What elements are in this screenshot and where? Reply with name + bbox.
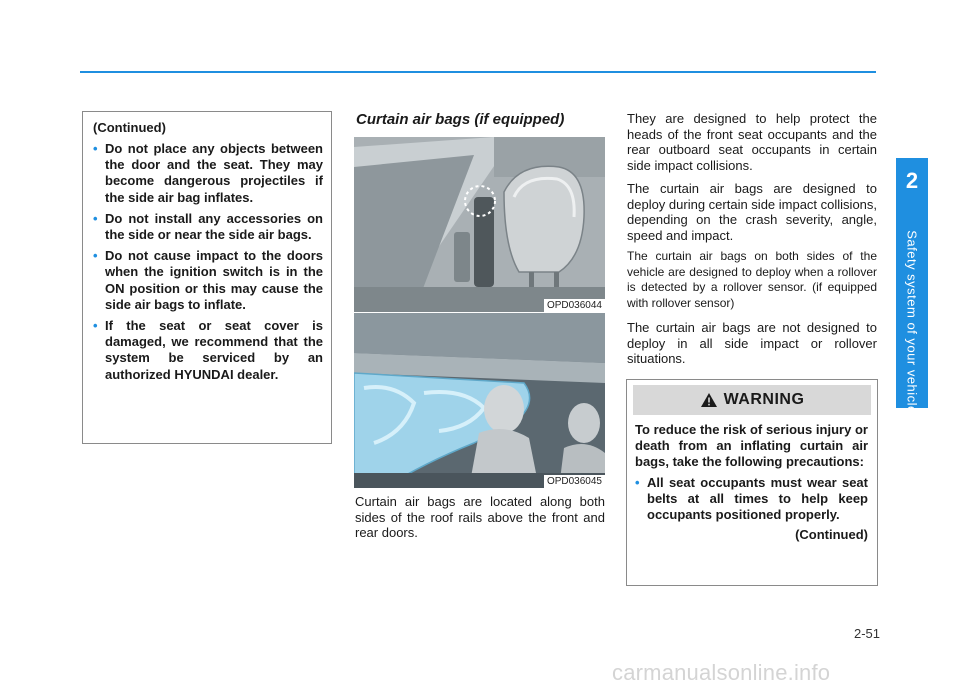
deployed-curtain-illustration (354, 313, 605, 488)
warning-lead: To reduce the risk of serious injury or death from an inflating curtain air bags, take the following precautions: (635, 422, 868, 470)
warning-label: WARNING (723, 391, 805, 408)
note-list (93, 141, 323, 383)
car-interior-illustration (354, 137, 605, 312)
paragraph-rollover: The curtain air bags on both sides of the vehicle are designed to deploy when a rollover is detected by a rollover sensor. (if equipped with rollover sensor) (627, 249, 877, 310)
warning-box (626, 379, 878, 586)
figure-curtain-airbag-location (354, 137, 605, 312)
warning-body (635, 422, 868, 543)
note-item: • Do not cause impact to the doors when the ignition switch is in the ON position or this may cause the side air bags to inflate. (93, 248, 323, 313)
warning-item: • All seat occupants must wear seat belts at all times to help keep occupants positioned properly. (635, 475, 868, 524)
figure-code: OPD036044 (544, 299, 605, 312)
note-item: • Do not place any objects between the door and the seat. They may become dangerous projectiles if the side air bag inflates. (93, 141, 323, 206)
note-item: • Do not install any accessories on the side or near the side air bags. (93, 211, 323, 243)
warning-header (633, 385, 871, 415)
warning-continued: (Continued) (795, 527, 868, 543)
warning-triangle-icon (700, 392, 718, 408)
figure-code: OPD036045 (544, 475, 605, 488)
chapter-title: Safety system of your vehicle (904, 230, 920, 414)
header-rule (80, 71, 876, 73)
paragraph-deploy: The curtain air bags are designed to deploy during certain side impact collisions, depending on the crash severity, angle, speed and impact. (627, 181, 878, 243)
chapter-number: 2 (905, 168, 919, 193)
warning-list (635, 475, 868, 524)
watermark: carmanualsonline.info (612, 660, 831, 685)
note-item: • If the seat or seat cover is damaged, we recommend that the system be serviced by an authorized HYUNDAI dealer. (93, 318, 323, 383)
section-title: Curtain air bags (if equipped) (356, 111, 565, 128)
curtain-intro-paragraph: Curtain air bags are located along both sides of the roof rails above the front and rear doors. (355, 494, 605, 540)
caution-note-box (82, 111, 332, 444)
paragraph-not-all: The curtain air bags are not designed to deploy in all side impact or rollover situations. (627, 320, 877, 366)
figure-curtain-airbag-deployed (354, 313, 605, 488)
continued-label: (Continued) (93, 120, 166, 135)
paragraph-protect: They are designed to help protect the heads of the front seat occupants and the rear outboard seat occupants in certain side impact collisions. (627, 111, 877, 173)
page-number: 2-51 (853, 626, 880, 641)
